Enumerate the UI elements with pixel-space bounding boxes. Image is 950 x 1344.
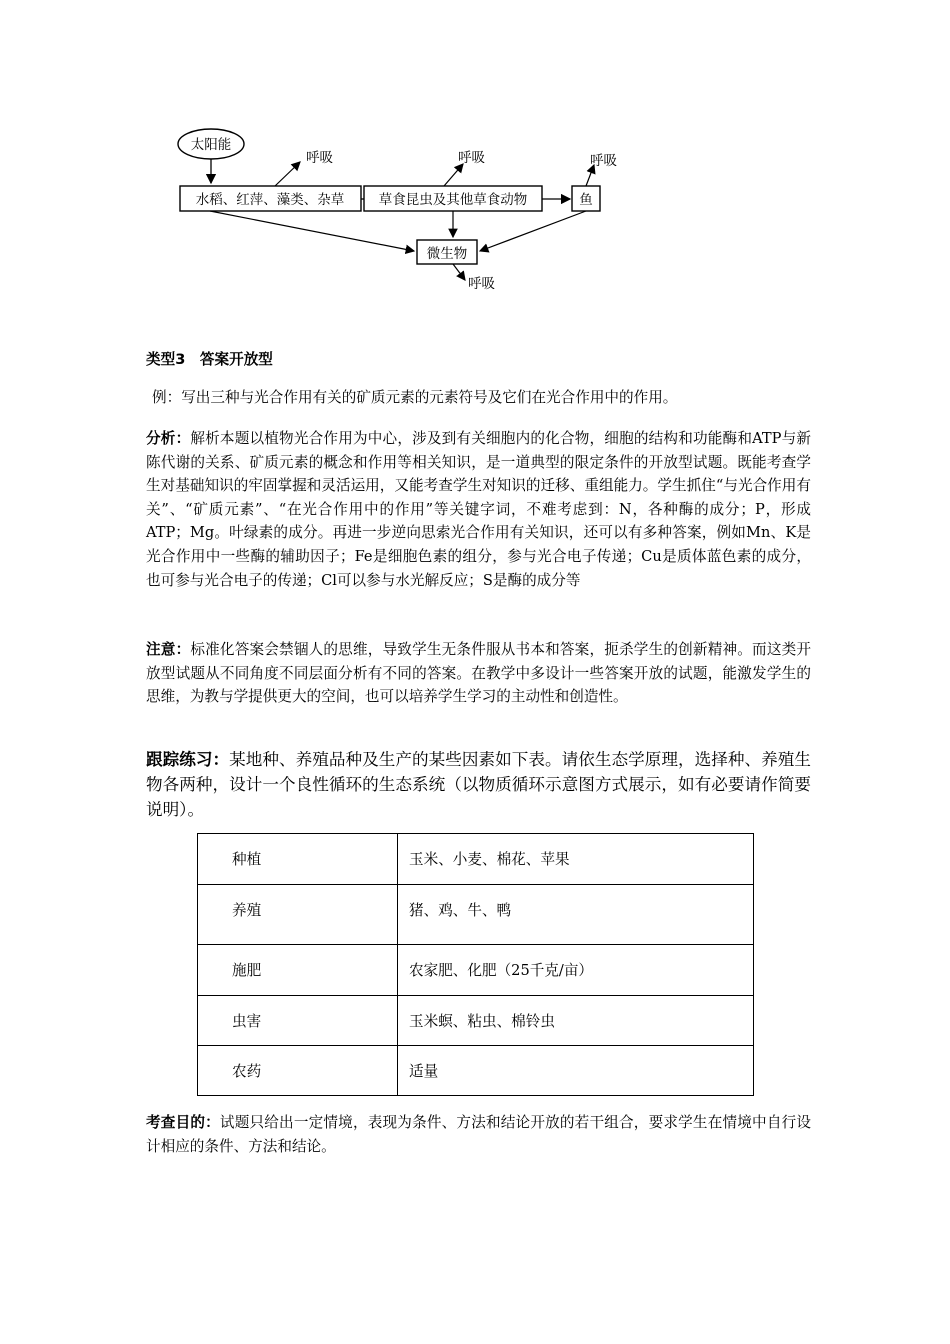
table-cell-factor: 农药 xyxy=(198,1046,398,1096)
table-cell-factor: 虫害 xyxy=(198,996,398,1046)
table-cell-factor: 种植 xyxy=(198,834,398,885)
factors-table xyxy=(197,833,754,1096)
table-cell-value: 农家肥、化肥（25千克/亩） xyxy=(398,945,754,996)
table-cell-value: 玉米、小麦、棉花、苹果 xyxy=(398,834,754,885)
sun-label: 太阳能 xyxy=(190,137,232,153)
practice-text: 某地种、养殖品种及生产的某些因素如下表。请依生态学原理，选择种、养殖生物各两种，设计一个良性循环的生态系统（以物质循环示意图方式展示，如有必要请作简要说明）。 xyxy=(146,750,812,819)
producers-label: 水稻、红萍、藻类、杂草 xyxy=(195,192,345,208)
note-paragraph xyxy=(146,638,811,709)
herbivores-label: 草食昆虫及其他草食动物 xyxy=(378,192,528,208)
table-cell-factor: 施肥 xyxy=(198,945,398,996)
fish-label: 鱼 xyxy=(579,192,593,208)
analysis-label: 分析： xyxy=(146,430,191,447)
table-row xyxy=(198,996,754,1046)
analysis-text: 解析本题以植物光合作用为中心，涉及到有关细胞内的化合物，细胞的结构和功能酶和ATP与新陈代谢的关系、矿质元素的概念和作用等相关知识，是一道典型的限定条件的开放型试题。既能考查学生对基础知识的牢固掌握和灵活运用，又能考查学生对知识的迁移、重组能力。学生抓住“与光合作用有关”、“矿质元素”、“在光合作用中的作用”等关键字词，不难考虑到：N，各种酶的成分；P，形成ATP；Mg。叶绿素的成分。再进一步逆向思索光合作用有关知识，还可以有多种答案，例如Mn、K是光合作用中一些酶的辅助因子；Fe是细胞色素的组分，参与光合电子传递；Cu是质体蓝色素的成分，也可参与光合电子的传递；Cl可以参与水光解反应；S是酶的成分等 xyxy=(146,430,811,589)
analysis-paragraph xyxy=(146,427,811,592)
note-label: 注意： xyxy=(146,641,191,658)
respiration-label-4: 呼吸 xyxy=(468,276,495,292)
microbes-label: 微生物 xyxy=(426,246,468,262)
note-text: 标准化答案会禁锢人的思维，导致学生无条件服从书本和答案，扼杀学生的创新精神。而这类开放型试题从不同角度不同层面分析有不同的答案。在教学中多设计一些答案开放的试题，能激发学生的思维，为教与学提供更大的空间，也可以培养学生学习的主动性和创造性。 xyxy=(146,641,811,706)
respiration-label-2: 呼吸 xyxy=(458,150,485,166)
purpose-label: 考查目的： xyxy=(146,1114,220,1131)
table-row xyxy=(198,885,754,945)
type-heading: 类型3 答案开放型 xyxy=(146,351,273,368)
table-row xyxy=(198,834,754,885)
table-cell-value: 玉米螟、粘虫、棉铃虫 xyxy=(398,996,754,1046)
purpose-paragraph xyxy=(146,1111,811,1158)
purpose-text: 试题只给出一定情境，表现为条件、方法和结论开放的若干组合，要求学生在情境中自行设计相应的条件、方法和结论。 xyxy=(146,1114,811,1155)
table-cell-value: 猪、鸡、牛、鸭 xyxy=(398,885,754,945)
practice-paragraph xyxy=(146,747,811,822)
table-cell-value: 适量 xyxy=(398,1046,754,1096)
ecosystem-flow-diagram xyxy=(170,122,650,302)
respiration-label-3: 呼吸 xyxy=(590,153,617,169)
example-question: 例：写出三种与光合作用有关的矿质元素的元素符号及它们在光合作用中的作用。 xyxy=(152,389,678,406)
respiration-label-1: 呼吸 xyxy=(306,150,333,166)
table-row xyxy=(198,945,754,996)
table-row xyxy=(198,1046,754,1096)
table-cell-factor: 养殖 xyxy=(198,885,398,945)
practice-label: 跟踪练习： xyxy=(146,750,230,769)
